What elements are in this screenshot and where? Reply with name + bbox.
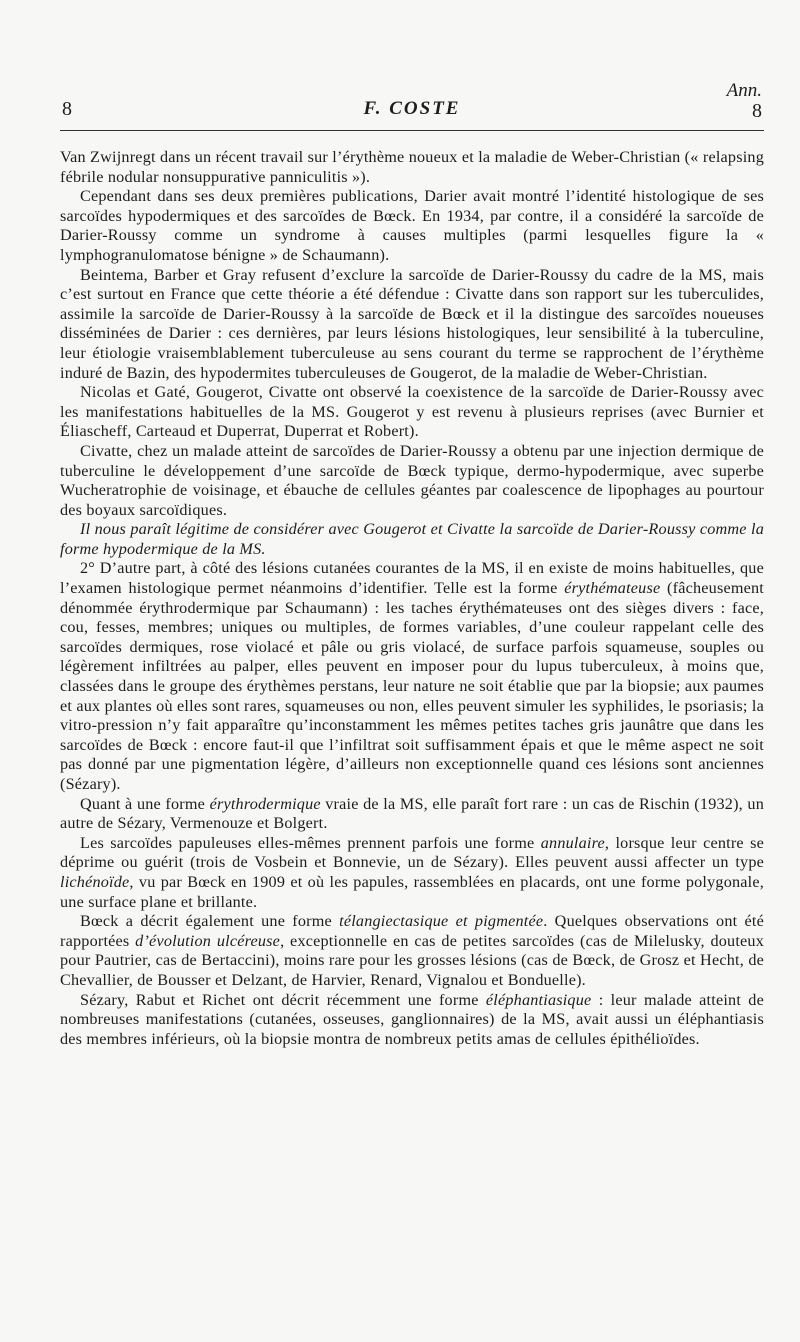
italic-text: d’évolution ulcéreuse (135, 931, 281, 950)
italic-text: télangiectasique et pigmentée (339, 912, 544, 931)
text-run: Van Zwijnregt dans un récent travail sur l’érythème noueux et la maladie de Weber-Christian (« relapsing fébrile nodular nonsuppurative panniculitis »). (60, 148, 764, 186)
text-run: Civatte, chez un malade atteint de sarcoïdes de Darier-Roussy a obtenu par une injection dermique de tuberculine le développement d’une sarcoïde de Bœck typique, dermo-hypodermique, avec superbe Wucheratrophie de voisinage, et ébauche de cellules géantes par coalescence de lipophages au pourtour des boyaux sarcoïdiques. (60, 441, 764, 519)
paragraph (60, 795, 764, 834)
text-run: , lorsque leur centre se déprime ou guérit (trois de Vosbein et Bonnevie, un de Sézary). Elles peuvent aussi affecter un type (60, 833, 764, 872)
running-title: F. COSTE (363, 98, 461, 119)
italic-text: Il nous paraît légitime de considérer avec Gougerot et Civatte la sarcoïde de Darier-Roussy comme la forme hypodermique de la MS. (60, 520, 764, 558)
paragraph (60, 148, 764, 187)
text-run: (fâcheusement dénommée érythrodermique par Schaumann) : les taches érythémateuses ont des sièges divers : face, cou, fesses, membres; uniques ou multiples, de formes variables, d’une couleur rappelant celle des sarcoïdes dermiques, rose violacé et pâle ou gris violacé, de surface parfois squameuse, souples ou légèrement infiltrées au palper, elles peuvent en imposer pour du lupus tuberculeux, à moins que, classées dans le groupe des érythèmes perstans, leur nature ne soit établie que par la biopsie; aux paumes et aux plantes où elles sont rares, squameuses ou non, elles peuvent simuler les syphilides, le psoriasis; la vitro-pression n’y fait apparaître qu’inconstamment les mêmes petites taches gris jaunâtre que dans les sarcoïdes de Bœck : encore faut-il que l’infiltrat soit suffisamment épais et que le même aspect ne soit pas donné par une pigmentation légère, d’ailleurs non exceptionnelle quand ces lésions sont anciennes (Sézary). (60, 579, 764, 793)
page-header (62, 0, 762, 135)
text-run: Bœck a décrit également une forme (80, 912, 340, 931)
text-run: Quant à une forme (80, 794, 210, 813)
paragraph (60, 383, 764, 442)
paragraph (60, 187, 764, 265)
text-run: 2° D’autre part, à côté des lésions cutanées courantes de la MS, il en existe de moins habituelles, que l’examen histologique permet néanmoins d’identifier. Telle est la forme (60, 559, 764, 598)
italic-text: éléphantiasique (485, 990, 592, 1009)
text-run: Cependant dans ses deux premières publications, Darier avait montré l’identité histologique de ses sarcoïdes hypodermiques et des sarcoïdes de Bœck. En 1934, par contre, il a considéré la sarcoïde de Darier-Roussy comme un syndrome à causes multiples (parmi lesquelles figure la « lymphogranulomatose bénigne » de Schaumann). (60, 187, 764, 264)
text-run: , vu par Bœck en 1909 et où les papules, rassemblées en placards, ont une forme polygonale, une surface plane et brillante. (60, 872, 764, 911)
paragraph (60, 991, 764, 1050)
text-run: Sézary, Rabut et Richet ont décrit récemment une forme (80, 990, 486, 1009)
paragraph (60, 442, 764, 520)
text-run: Nicolas et Gaté, Gougerot, Civatte ont observé la coexistence de la sarcoïde de Darier-Roussy avec les manifestations habituelles de la MS. Gougerot y est revenu à plusieurs reprises (avec Burnier et Éliascheff, Carteaud et Duperrat, Duperrat et Robert). (60, 383, 764, 441)
body-text (60, 148, 764, 1049)
header-rule (60, 130, 764, 131)
text-run: , exceptionnelle en cas de petites sarcoïdes (cas de Milelusky, douteux pour Pautrier, cas de Bertaccini), moins rare pour les grosses lésions (cas de Bœck, de Grosz et Hecht, de Chevallier, de Bousser et Delzant, de Harvier, Renard, Vignalou et Bonduelle). (60, 931, 764, 989)
page-number-right: 8 (752, 100, 762, 122)
italic-text: érythrodermique (209, 794, 321, 813)
paragraph (60, 559, 764, 794)
italic-text: annulaire (540, 833, 605, 852)
paragraph (60, 266, 764, 384)
text-run: Les sarcoïdes papuleuses elles-mêmes prennent parfois une forme (80, 833, 541, 852)
paragraph (60, 834, 764, 912)
italic-text: lichénoïde (60, 872, 130, 891)
paragraph (60, 520, 764, 559)
text-run: . Quelques observations ont été rapportées (60, 912, 764, 950)
paragraph (60, 912, 764, 990)
text-run: Beintema, Barber et Gray refusent d’exclure la sarcoïde de Darier-Roussy du cadre de la MS, mais c’est surtout en France que cette théorie a été défendue : Civatte dans son rapport sur les tuberculides, assimile la sarcoïde de Darier-Roussy à la sarcoïde de Bœck et il la distingue des sarcoïdes noueuses disséminées de Darier : ces dernières, par leurs lésions histologiques, leur sensibilité à la tuberculine, leur étiologie vraisemblablement tuberculeuse au sens courant du terme se rapprochent de l’érythème induré de Bazin, des hypodermites tuberculeuses de Gougerot, de la maladie de Weber-Christian. (60, 265, 764, 382)
italic-text: érythémateuse (564, 579, 661, 598)
page-number-left: 8 (62, 98, 72, 120)
handwritten-annotation: Ann. (726, 80, 762, 101)
text-run: : leur malade atteint de nombreuses manifestations (cutanées, osseuses, ganglionnaires) de la MS, avait aussi un éléphantiasis des membres inférieurs, où la biopsie montra de nombreux petits amas de cellules épithélioïdes. (60, 990, 764, 1048)
text-run: vraie de la MS, elle paraît fort rare : un cas de Rischin (1932), un autre de Sézary, Vermenouze et Bolgert. (60, 794, 764, 833)
